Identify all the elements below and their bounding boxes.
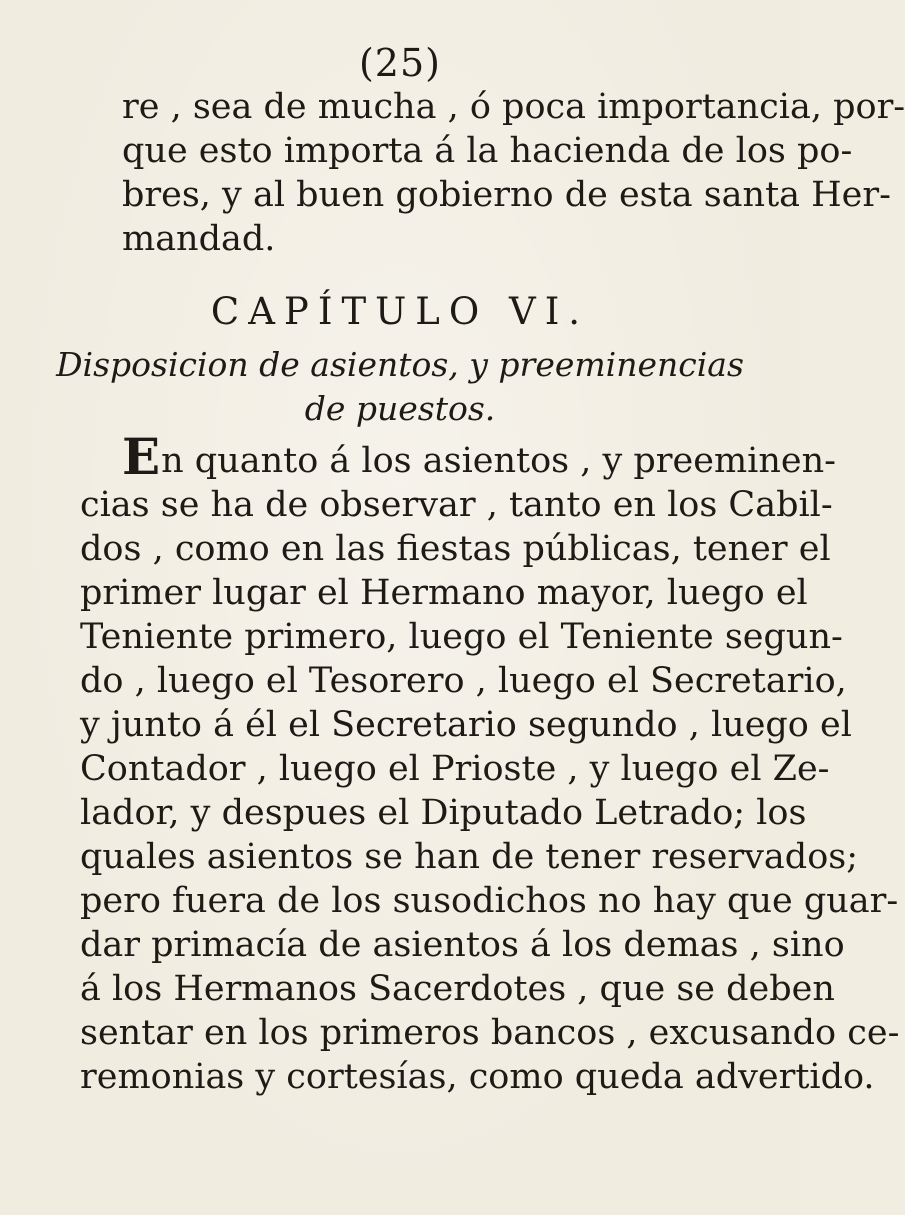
text-line: y junto á él el Secretario segundo , luego el [80, 705, 852, 745]
subtitle-line: Disposicion de asientos, y preeminencias [56, 345, 744, 384]
subtitle-line: de puestos. [304, 389, 496, 428]
text-line-first [80, 427, 836, 486]
text-line: lador, y despues el Diputado Letrado; los [80, 793, 807, 833]
chapter-subtitle [0, 343, 800, 431]
text-line: Contador , luego el Prioste , y luego el Ze- [80, 749, 830, 789]
page-number: (25) [358, 41, 441, 85]
first-line-rest: n quanto á los asientos , y preeminen- [161, 441, 836, 481]
chapter-title: CAPÍTULO VI. [210, 290, 590, 333]
text-line: bres, y al buen gobierno de esta santa Her- [122, 175, 891, 215]
text-line: re , sea de mucha , ó poca importancia, por- [122, 87, 905, 127]
text-line: dos , como en las fiestas públicas, tener el [80, 529, 831, 569]
chapter-body-paragraph [80, 427, 900, 1099]
text-line: Teniente primero, luego el Teniente segun- [80, 617, 843, 657]
text-line: mandad. [122, 219, 276, 259]
text-line: primer lugar el Hermano mayor, luego el [80, 573, 808, 613]
text-line: á los Hermanos Sacerdotes , que se deben [80, 969, 835, 1009]
drop-cap: E [122, 427, 161, 486]
text-line: quales asientos se han de tener reservados; [80, 837, 859, 877]
intro-paragraph [122, 85, 905, 261]
text-line: remonias y cortesías, como queda advertido. [80, 1057, 875, 1097]
text-line: cias se ha de observar , tanto en los Cabil- [80, 485, 833, 525]
text-line: sentar en los primeros bancos , excusando ce- [80, 1013, 900, 1053]
text-line: pero fuera de los susodichos no hay que guar- [80, 881, 899, 921]
text-line: que esto importa á la hacienda de los po- [122, 131, 853, 171]
text-line: do , luego el Tesorero , luego el Secretario, [80, 661, 847, 701]
text-line: dar primacía de asientos á los demas , sino [80, 925, 845, 965]
